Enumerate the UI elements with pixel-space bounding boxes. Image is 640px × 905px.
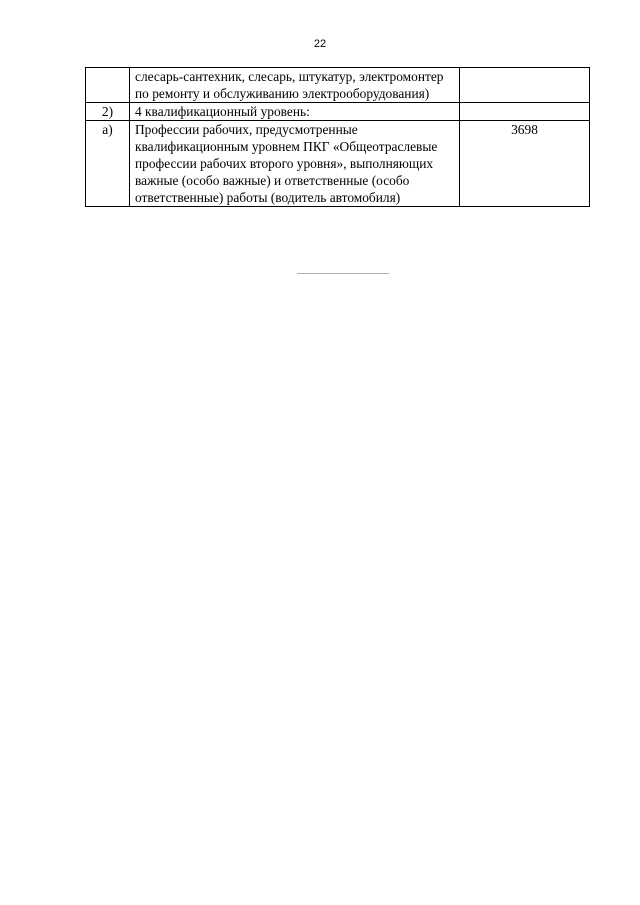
profession-description: слесарь-сантехник, слесарь, штукатур, электромонтер по ремонту и обслуживанию электрооборудования) [130,68,460,103]
row-number: а) [86,121,130,207]
salary-value [460,103,590,121]
table-row [86,121,590,207]
end-separator-line [297,273,389,274]
row-number: 2) [86,103,130,121]
salary-value: 3698 [460,121,590,207]
salary-table [85,67,590,207]
profession-description: Профессии рабочих, предусмотренные квалификационным уровнем ПКГ «Общеотраслевые профессии рабочих второго уровня», выполняющих важные (особо важные) и ответственные (особо ответственные) работы (водитель автомобиля) [130,121,460,207]
row-number [86,68,130,103]
qualification-level: 4 квалификационный уровень: [130,103,460,121]
table-row [86,103,590,121]
salary-value [460,68,590,103]
page-number: 22 [313,38,327,50]
table-row [86,68,590,103]
